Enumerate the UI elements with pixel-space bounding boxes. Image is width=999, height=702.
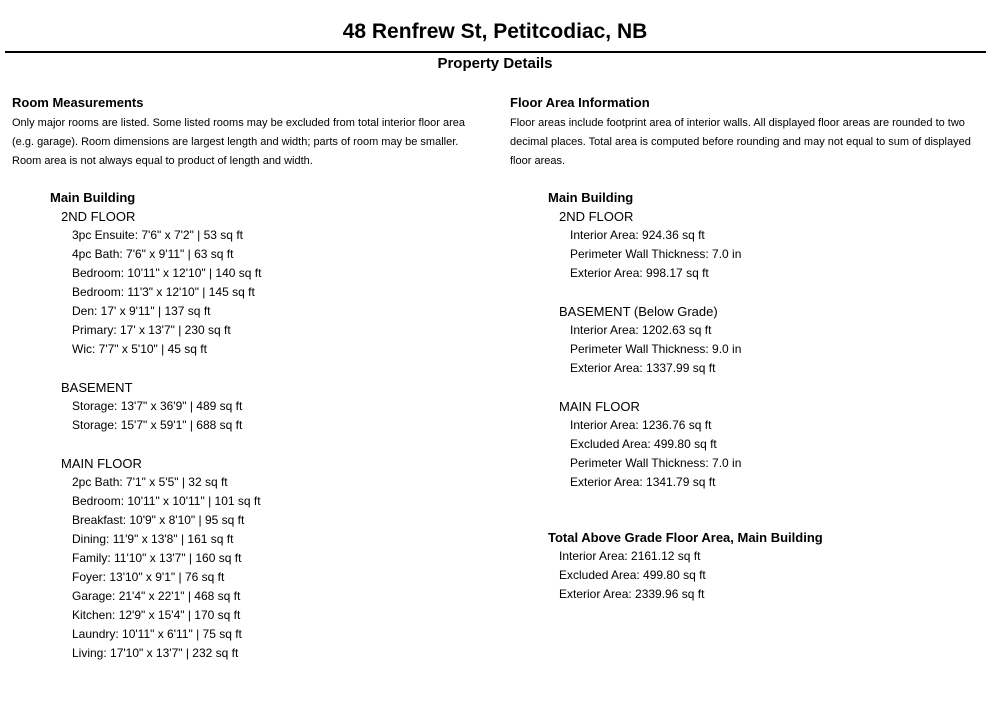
area-item: Perimeter Wall Thickness: 9.0 in <box>570 342 742 356</box>
room-item: Living: 17'10" x 13'7" | 232 sq ft <box>72 646 239 660</box>
area-item: Exterior Area: 998.17 sq ft <box>570 266 709 280</box>
floor-area-heading: Floor Area Information <box>510 95 650 110</box>
page-title: 48 Renfrew St, Petitcodiac, NB <box>342 20 648 43</box>
area-building-name: Main Building <box>548 190 634 205</box>
room-item: Bedroom: 11'3" x 12'10" | 145 sq ft <box>72 285 255 299</box>
title-divider <box>5 51 986 53</box>
room-building-name: Main Building <box>50 190 136 205</box>
room-item: Breakfast: 10'9" x 8'10" | 95 sq ft <box>72 513 245 527</box>
room-item: 4pc Bath: 7'6" x 9'11" | 63 sq ft <box>72 247 234 261</box>
area-floor-main: MAIN FLOOR <box>559 399 640 414</box>
area-item: Exterior Area: 1341.79 sq ft <box>570 475 716 489</box>
room-floor-main: MAIN FLOOR <box>61 456 142 471</box>
area-item: Interior Area: 1202.63 sq ft <box>570 323 712 337</box>
room-item: 3pc Ensuite: 7'6" x 7'2" | 53 sq ft <box>72 228 243 242</box>
area-item: Exterior Area: 1337.99 sq ft <box>570 361 716 375</box>
room-item: Bedroom: 10'11" x 12'10" | 140 sq ft <box>72 266 262 280</box>
room-item: Foyer: 13'10" x 9'1" | 76 sq ft <box>72 570 225 584</box>
area-item: Interior Area: 924.36 sq ft <box>570 228 705 242</box>
total-area-item: Exterior Area: 2339.96 sq ft <box>559 587 705 601</box>
area-item: Perimeter Wall Thickness: 7.0 in <box>570 247 742 261</box>
room-item: 2pc Bath: 7'1" x 5'5" | 32 sq ft <box>72 475 228 489</box>
room-item: Laundry: 10'11" x 6'11" | 75 sq ft <box>72 627 242 641</box>
room-item: Dining: 11'9" x 13'8" | 161 sq ft <box>72 532 234 546</box>
total-area-item: Excluded Area: 499.80 sq ft <box>559 568 706 582</box>
room-floor-2nd: 2ND FLOOR <box>61 209 136 224</box>
room-item: Den: 17' x 9'11" | 137 sq ft <box>72 304 211 318</box>
total-area-item: Interior Area: 2161.12 sq ft <box>559 549 701 563</box>
room-item: Garage: 21'4" x 22'1" | 468 sq ft <box>72 589 241 603</box>
room-item: Bedroom: 10'11" x 10'11" | 101 sq ft <box>72 494 261 508</box>
room-measurements-section <box>12 95 490 663</box>
room-item: Storage: 15'7" x 59'1" | 688 sq ft <box>72 418 243 432</box>
floor-area-description: Floor areas include footprint area of interior walls. All displayed floor areas are rounded to two decimal places. Total area is computed before rounding and may not equal to sum of displayed floor areas. <box>510 117 971 167</box>
room-item: Wic: 7'7" x 5'10" | 45 sq ft <box>72 342 207 356</box>
area-item: Excluded Area: 499.80 sq ft <box>570 437 717 451</box>
room-measurements-heading: Room Measurements <box>12 95 144 110</box>
page-subtitle: Property Details <box>437 55 553 72</box>
room-item: Primary: 17' x 13'7" | 230 sq ft <box>72 323 231 337</box>
area-floor-2nd: 2ND FLOOR <box>559 209 634 224</box>
floor-area-section <box>510 95 990 604</box>
total-area-heading: Total Above Grade Floor Area, Main Building <box>548 530 823 545</box>
area-floor-basement: BASEMENT (Below Grade) <box>559 304 718 319</box>
room-measurements-description: Only major rooms are listed. Some listed rooms may be excluded from total interior floor area (e.g. garage). Room dimensions are largest length and width; parts of room may be smaller. Room area is not always equal to product of length and width. <box>12 117 466 167</box>
room-floor-basement: BASEMENT <box>61 380 133 395</box>
room-item: Kitchen: 12'9" x 15'4" | 170 sq ft <box>72 608 241 622</box>
room-item: Family: 11'10" x 13'7" | 160 sq ft <box>72 551 242 565</box>
room-item: Storage: 13'7" x 36'9" | 489 sq ft <box>72 399 243 413</box>
area-item: Perimeter Wall Thickness: 7.0 in <box>570 456 742 470</box>
area-item: Interior Area: 1236.76 sq ft <box>570 418 712 432</box>
